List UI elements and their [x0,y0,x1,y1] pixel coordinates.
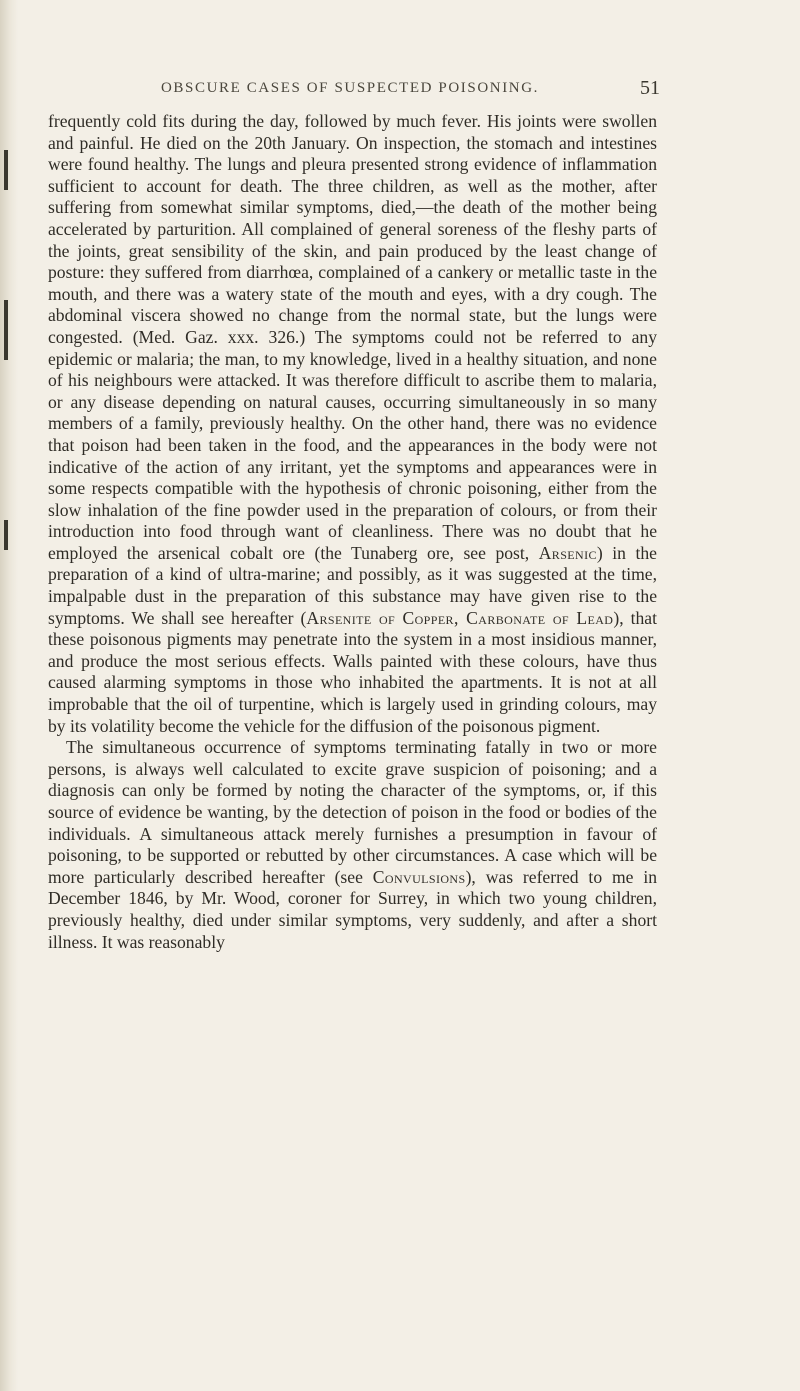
running-title: OBSCURE CASES OF SUSPECTED POISONING. [160,80,539,96]
cross-reference: Arsenite of Copper, Carbonate of Lead [306,607,614,628]
running-head [40,77,660,112]
paragraph [48,111,657,737]
cross-reference: Arsenic [538,542,597,563]
body-text [48,111,657,953]
text-run: ), was referred to me in December 1846, by Mr. Wood, coroner for Surrey, in which two young children, previously healthy, died under similar symptoms, very suddenly, and after a short illness. It was reasonably [48,866,658,952]
text-run: The simultaneous occurrence of symptoms terminating fatally in two or more persons, is always well calculated to excite grave suspicion of poisoning; and a diagnosis can only be formed by noting the character of the symptoms, or, if this source of evidence be wanting, by the detection of poison in the food or bodies of the individuals. A simultaneous attack merely furnishes a presumption in favour of poisoning, to be supported or rebutted by other circumstances. A case which will be more particularly described hereafter (see [48,737,657,887]
page-number: 51 [640,77,660,99]
text-run: frequently cold fits during the day, followed by much fever. His joints were swollen and painful. He died on the 20th January. On inspection, the stomach and intestines were found healthy. The lungs and pleura presented strong evidence of inflammation sufficient to account for death. The three children, as well as the mother, after suffering from somewhat similar symptoms, died,—the death of the mother being accelerated by parturition. All complained of general soreness of the fleshy parts of the joints, great sensibility of the skin, and pain produced by the least change of posture: they suffered from diarrhœa, complained of a cankery or metallic taste in the mouth, and there was a watery state of the mouth and eyes, with a dry cough. The abdominal viscera showed no change from the normal state, but the lungs were congested. (Med. Gaz. xxx. 326.) The symptoms could not be referred to any epidemic or malaria; the man, to my knowledge, lived in a healthy situation, and none of his neighbours were attacked. It was therefore difficult to ascribe them to malaria, or any disease depending on natural causes, occurring simultaneously in so many members of a family, previously healthy. On the other hand, there was no evidence that poison had been taken in the food, and the appearances in the body were not indicative of the action of any irritant, yet the symptoms and appearances were in some respects compatible with the hypothesis of chronic poisoning, either from the slow inhalation of the fine powder used in the preparation of colours, or from their introduction into food through want of cleanliness. There was no doubt that he employed the arsenical cobalt ore (the Tunaberg ore, see post, [48,111,657,563]
cross-reference: Convulsions [372,866,466,887]
paragraph [48,737,657,953]
text-run: ) in the preparation of a kind of ultra-marine; and possibly, as it was suggested at the time, impalpable dust in the preparation of this substance may have given rise to the symptoms. We shall see hereafter ( [48,542,657,628]
text-run: ), that these poisonous pigments may penetrate into the system in a most insidious manner, and produce the most serious effects. Walls painted with these colours, have thus caused alarming symptoms in those who inhabited the apartments. It is not at all improbable that the oil of turpentine, which is largely used in grinding colours, may by its volatility become the vehicle for the diffusion of the poisonous pigment. [48,607,657,736]
